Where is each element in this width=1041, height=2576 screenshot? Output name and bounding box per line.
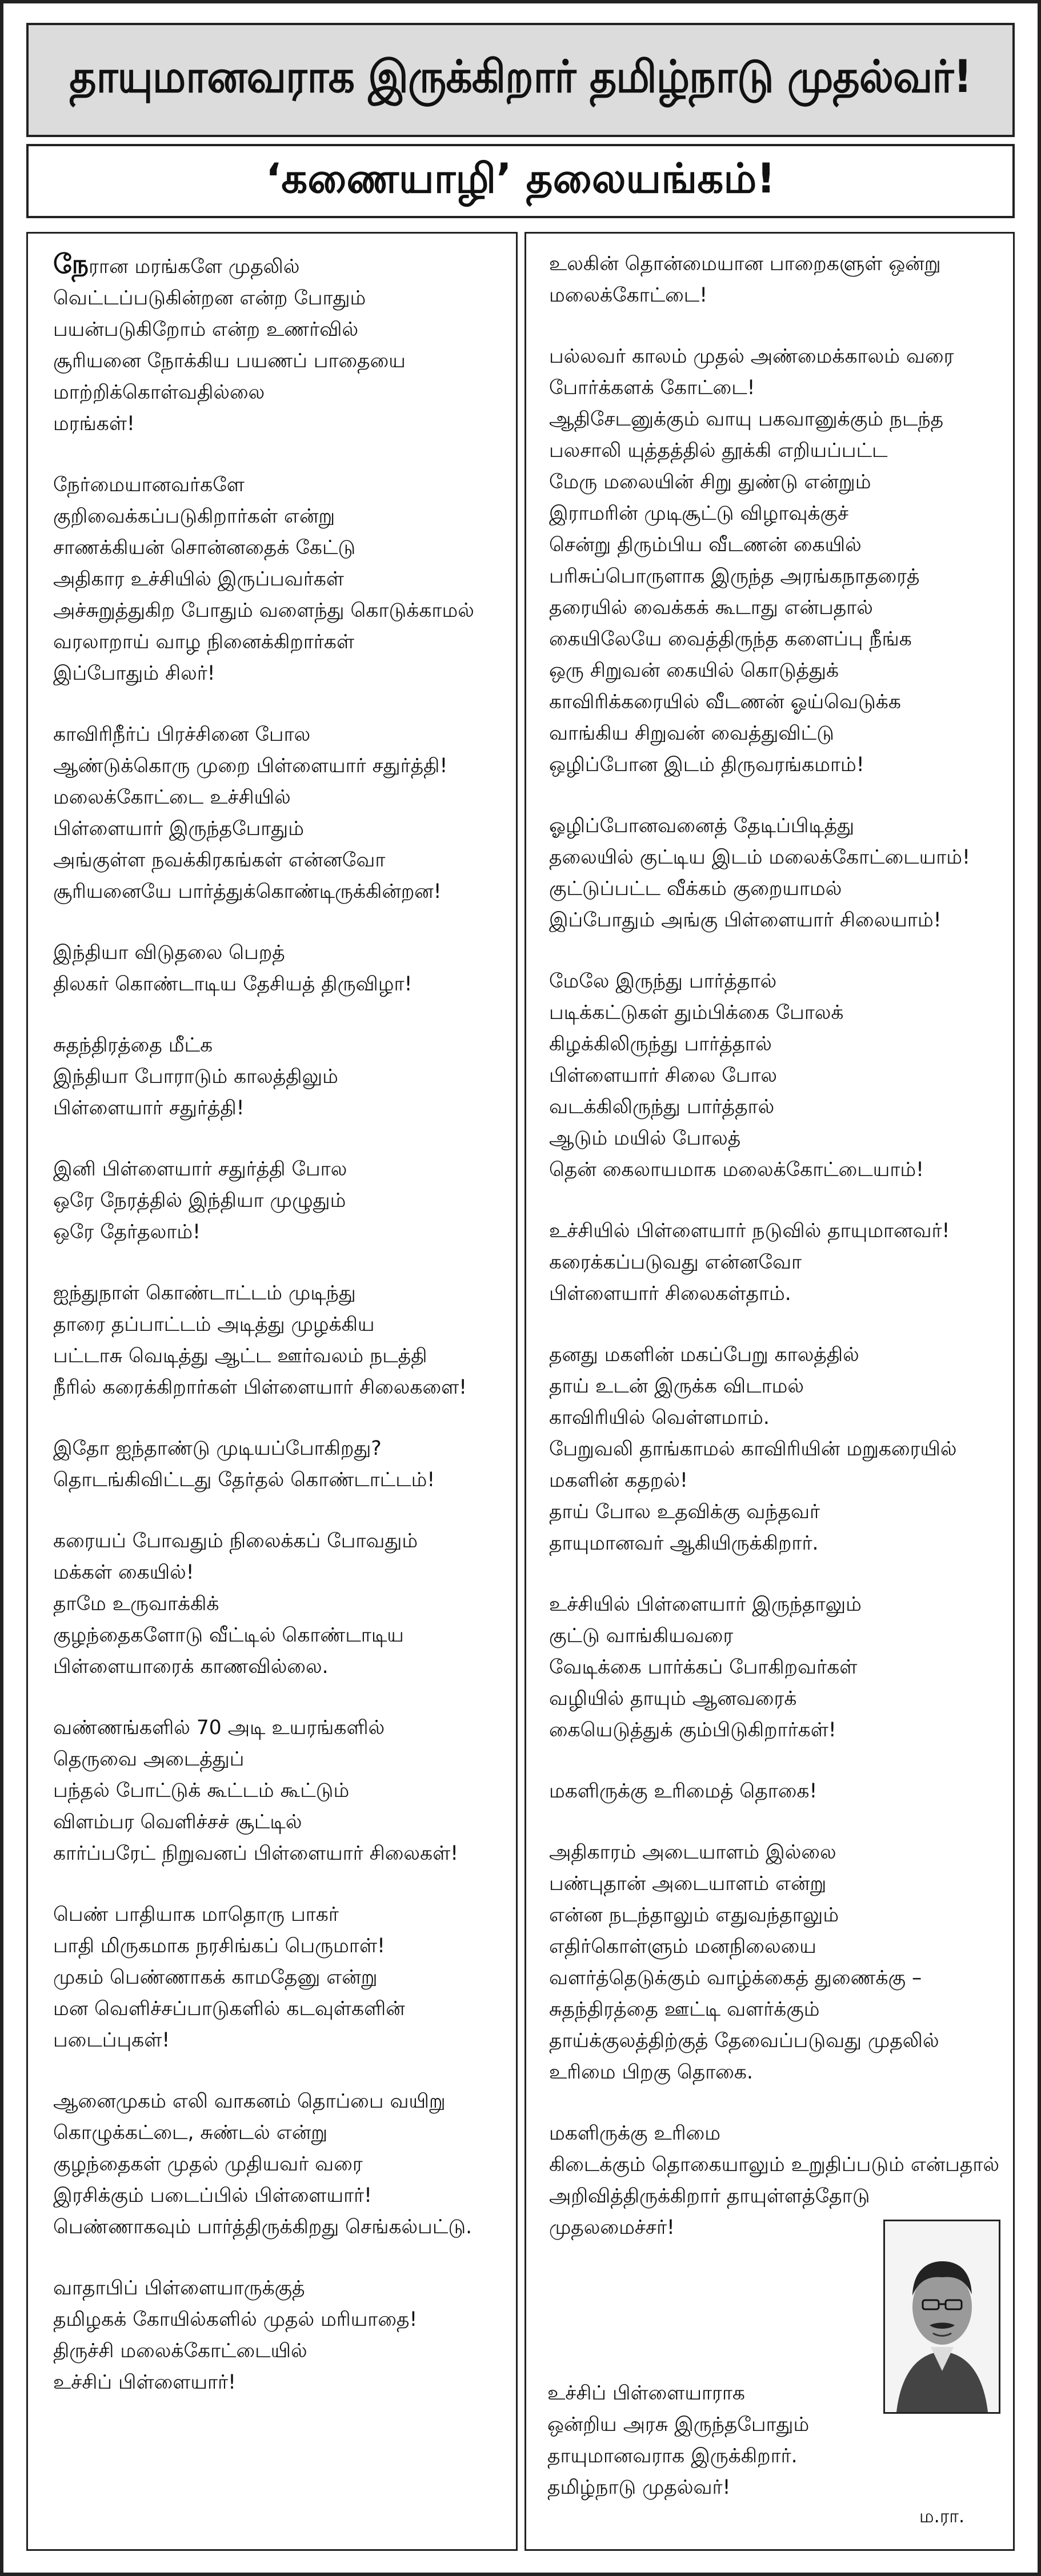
verse-line: இதோ ஐந்தாண்டு முடியப்போகிறது? [53,1437,382,1460]
verse-line: வளர்த்தெடுக்கும் வாழ்க்கைத் துணைக்கு – [549,1967,922,1989]
verse-line: அதிகாரம் அடையாளம் இல்லை [549,1841,836,1864]
subheadline-box [26,144,1015,218]
verse-line: பட்டாசு வெடித்து ஆட்ட ஊர்வலம் நடத்தி [53,1345,427,1367]
verse-line: ஆண்டுக்கொரு முறை பிள்ளையார் சதுர்த்தி! [53,755,448,777]
verse-line: வண்ணங்களில் 70 அடி உயரங்களில் [53,1716,385,1739]
verse-line: வாதாபிப் பிள்ளையாருக்குத் [53,2277,305,2300]
stanza [28,1154,516,1248]
verse-line: இரசிக்கும் படைப்பில் பிள்ளையார்! [53,2184,373,2207]
verse-line: சூரியனை நோக்கிய பயணப் பாதையை [53,350,406,372]
verse-line: ஒன்றிய அரசு இருந்தபோதும் [547,2413,810,2436]
verse-line: படிக்கட்டுகள் தும்பிக்கை போலக் [549,1001,844,1024]
verse-line: கரைக்கப்படுவது என்னவோ [549,1251,802,1274]
stanza [526,1589,1013,1746]
verse-line: குட்டுப்பட்ட வீக்கம் குறையாமல் [549,877,842,900]
stanza [28,2273,516,2398]
verse-line: பிள்ளையார் சிலைகள்தாம். [549,1282,791,1305]
headline-box [26,23,1015,137]
verse-line: பண்புதான் அடையாளம் என்று [549,1872,827,1895]
verse-line: தரையில் வைக்கக் கூடாது என்பதால் [549,596,873,619]
stanza [526,341,1013,781]
verse-line: இப்போதும் சிலர்! [53,662,215,685]
verse-line: என்ன நடந்தாலும் எதுவந்தாலும் [549,1904,839,1927]
verse-line: பந்தல் போட்டுக் கூட்டம் கூட்டும் [53,1779,350,1802]
stanza [28,937,516,1000]
verse-line: தெருவை அடைத்துப் [53,1748,245,1771]
verse-line: தாய் போல உதவிக்கு வந்தவர் [549,1500,820,1523]
verse-line: ஓழிப்போனவனைத் தேடிப்பிடித்து [549,814,855,837]
byline: ம.ரா. [919,2505,965,2527]
verse-line: தொடங்கிவிட்டது தேர்தல் கொண்டாட்டம்! [53,1468,435,1491]
verse-line: மகளிருக்கு உரிமை [549,2122,720,2145]
verse-line: திருச்சி மலைக்கோட்டையில் [53,2340,307,2362]
verse-line: மன வெளிச்சப்பாடுகளில் கடவுள்களின் [53,1997,405,2020]
verse-line: ஒரே தேர்தலாம்! [53,1221,201,1243]
stanza [28,719,516,908]
verse-line: அதிகார உச்சியில் இருப்பவர்கள் [53,568,345,591]
verse-line: தாயுமானவர் ஆகியிருக்கிறார். [549,1532,819,1555]
headline: தாயுமானவராக இருக்கிறார் தமிழ்நாடு முதல்வர்! [69,51,972,103]
stanza [28,470,516,689]
verse-line: தனது மகளின் மகப்பேறு காலத்தில் [549,1343,859,1366]
verse-line: வாங்கிய சிறுவன் வைத்துவிட்டு [549,722,834,745]
subheadline: ‘கணையாழி’ தலையங்கம்! [265,154,776,202]
verse-line: நேரான மரங்களே முதலில் [53,248,300,279]
stanza [526,248,1013,311]
stanza [526,810,1013,936]
verse-line: சென்று திரும்பிய வீடணன் கையில் [549,533,862,556]
verse-line: விளம்பர வெளிச்சச் சூட்டில் [53,1811,302,1833]
verse-line: ஒரு சிறுவன் கையில் கொடுத்துக் [549,659,839,682]
verse-line: சூரியனையே பார்த்துக்கொண்டிருக்கின்றன! [53,880,442,903]
verse-line: மகளிருக்கு உரிமைத் தொகை! [549,1780,818,1803]
verse-line: முதலமைச்சர்! [549,2216,675,2239]
verse-line: தாய்க்குலத்திற்குத் தேவைப்படுவது முதலில் [549,2029,939,2052]
verse-line: வரலாறாய் வாழ நினைக்கிறார்கள் [53,631,355,653]
verse-line: இராமரின் முடிசூட்டு விழாவுக்குச் [549,502,849,525]
verse-line: ஆனைமுகம் எலி வாகனம் தொப்பை வயிறு [53,2090,446,2113]
verse-line: குட்டு வாங்கியவரை [549,1624,734,1647]
right-column [524,232,1015,2551]
verse-line: பிள்ளையார் இருந்தபோதும் [53,817,304,840]
verse-line: குழந்தைகள் முதல் முதியவர் வரை [53,2153,363,2176]
verse-line: தாயுமானவராக இருக்கிறார். [547,2445,798,2467]
verse-line: மேரு மலையின் சிறு துண்டு என்றும் [549,471,871,493]
verse-line: காவிரிநீர்ப் பிரச்சினை போல [53,723,311,746]
stanza [526,1339,1013,1559]
verse-line: இந்தியா விடுதலை பெறத் [53,941,285,964]
verse-line: பெண் பாதியாக மாதொரு பாகர் [53,1903,339,1926]
verse-line: மக்கள் கையில்! [53,1561,194,1584]
left-column [26,232,518,2551]
verse-line: தாமே உருவாக்கிக் [53,1592,219,1615]
verse-line: வேடிக்கை பார்க்கப் போகிறவர்கள் [549,1656,858,1679]
verse-line: பல்லவர் காலம் முதல் அண்மைக்காலம் வரை [549,345,954,368]
verse-line: இந்தியா போராடும் காலத்திலும் [53,1065,338,1088]
verse-line: நீரில் கரைக்கிறார்கள் பிள்ளையார் சிலைகளை! [53,1376,467,1399]
verse-line: கிழக்கிலிருந்து பார்த்தால் [549,1033,772,1056]
verse-line: சுதந்திரத்தை ஊட்டி வளர்க்கும் [549,1998,820,2021]
verse-line: உச்சியில் பிள்ளையார் இருந்தாலும் [549,1593,862,1616]
verse-line: பேறுவலி தாங்காமல் காவிரியின் மறுகரையில் [549,1438,957,1460]
verse-line: பலசாலி யுத்தத்தில் தூக்கி எறியப்பட்ட [549,439,888,462]
stanza [28,1526,516,1683]
verse-line: போர்க்களக் கோட்டை! [549,376,755,399]
closing-stanza [547,2378,867,2503]
verse-line: மாற்றிக்கொள்வதில்லை [53,381,265,404]
verse-line: வடக்கிலிருந்து பார்த்தால் [549,1096,775,1118]
verse-line: கொழுக்கட்டை, சுண்டல் என்று [53,2121,328,2144]
author-portrait-icon [885,2221,999,2412]
stanza [526,1776,1013,1807]
stanza [28,1433,516,1496]
verse-line: இனி பிள்ளையார் சதுர்த்தி போல [53,1158,347,1181]
verse-line: திலகர் கொண்டாடிய தேசியத் திருவிழா! [53,973,413,996]
verse-line: தலையில் குட்டிய இடம் மலைக்கோட்டையாம்! [549,846,970,869]
verse-line: உலகின் தொன்மையான பாறைகளுள் ஒன்று [549,252,941,275]
verse-line: ஆடும் மயில் போலத் [549,1127,741,1150]
verse-line: மலைக்கோட்டை உச்சியில் [53,786,291,809]
verse-line: முகம் பெண்ணாகக் காமதேனு என்று [53,1966,378,1989]
verse-line: ஆதிசேடனுக்கும் வாயு பகவானுக்கும் நடந்த [549,408,944,431]
stanza [28,1899,516,2056]
verse-line: மலைக்கோட்டை! [549,284,708,307]
verse-line: சுதந்திரத்தை மீட்க [53,1034,213,1057]
verse-line: கிடைக்கும் தொகையாலும் உறுதிப்படும் என்பதால் [549,2153,1000,2176]
stanza [28,248,516,440]
verse-line: உச்சிப் பிள்ளையாராக [547,2382,745,2405]
stanza [526,966,1013,1186]
stanza [526,1837,1013,2088]
verse-line: கையிலேயே வைத்திருந்த களைப்பு நீங்க [549,628,912,651]
verse-line: கார்ப்பரேட் நிறுவனப் பிள்ளையார் சிலைகள்! [53,1842,459,1865]
verse-line: உரிமை பிறகு தொகை. [549,2061,753,2084]
verse-line: அறிவித்திருக்கிறார் தாயுள்ளத்தோடு [549,2185,870,2208]
stanza [547,2378,867,2503]
verse-line: குழந்தைகளோடு வீட்டில் கொண்டாடிய [53,1624,404,1647]
stanza [28,1712,516,1869]
verse-line: ஒரே நேரத்தில் இந்தியா முழுதும் [53,1189,346,1212]
verse-line: ஐந்துநாள் கொண்டாட்டம் முடிந்து [53,1282,356,1305]
verse-line: பாதி மிருகமாக நரசிங்கப் பெருமாள்! [53,1935,385,1957]
verse-line: நேர்மையானவர்களே [53,474,245,496]
verse-line: கையெடுத்துக் கும்பிடுகிறார்கள்! [549,1719,836,1742]
stanza [28,1278,516,1403]
verse-line: இப்போதும் அங்கு பிள்ளையார் சிலையாம்! [549,909,942,932]
verse-line: பிள்ளையார் சிலை போல [549,1064,778,1087]
verse-line: மேலே இருந்து பார்த்தால் [549,970,777,993]
stanza [28,2086,516,2243]
verse-line: பிள்ளையாரைக் காணவில்லை. [53,1655,329,1678]
verse-line: படைப்புகள்! [53,2029,170,2052]
verse-line: ஒழிப்போன இடம் திருவரங்கமாம்! [549,753,864,776]
verse-line: தாய் உடன் இருக்க விடாமல் [549,1375,804,1398]
verse-line: தமிழ்நாடு முதல்வர்! [547,2476,731,2499]
verse-line: அங்குள்ள நவக்கிரகங்கள் என்னவோ [53,849,386,872]
verse-line: பயன்படுகிறோம் என்ற உணர்வில் [53,318,359,341]
stanza [526,1215,1013,1310]
verse-line: பெண்ணாகவும் பார்த்திருக்கிறது செங்கல்பட்டு. [53,2216,473,2238]
verse-line: சாணக்கியன் சொன்னதைக் கேட்டு [53,536,356,559]
stanza [28,1030,516,1124]
verse-line: காவிரிக்கரையில் வீடணன் ஓய்வெடுக்க [549,691,901,713]
verse-line: குறிவைக்கப்படுகிறார்கள் என்று [53,505,335,528]
verse-line: வெட்டப்படுகின்றன என்ற போதும் [53,287,366,310]
verse-line: மகளின் கதறல்! [549,1469,688,1492]
verse-line: வழியில் தாயும் ஆனவரைக் [549,1687,797,1710]
verse-line: எதிர்கொள்ளும் மனநிலையை [549,1935,816,1958]
author-portrait [883,2220,1000,2414]
verse-line: தமிழகக் கோயில்களில் முதல் மரியாதை! [53,2308,418,2331]
verse-line: தென் கைலாயமாக மலைக்கோட்டையாம்! [549,1158,924,1181]
verse-line: மரங்கள்! [53,412,135,435]
verse-line: காவிரியில் வெள்ளமாம். [549,1406,770,1429]
verse-line: அச்சுறுத்துகிற போதும் வளைந்து கொடுக்காமல் [53,599,474,622]
verse-line: பரிசுப்பொருளாக இருந்த அரங்கநாதரைத் [549,565,920,588]
verse-line: உச்சியில் பிள்ளையார் நடுவில் தாயுமானவர்! [549,1219,950,1242]
verse-line: உச்சிப் பிள்ளையார்! [53,2371,236,2394]
verse-line: கரையப் போவதும் நிலைக்கப் போவதும் [53,1530,418,1552]
verse-line: தாரை தப்பாட்டம் அடித்து முழக்கிய [53,1313,375,1336]
verse-line: பிள்ளையார் சதுர்த்தி! [53,1097,245,1120]
